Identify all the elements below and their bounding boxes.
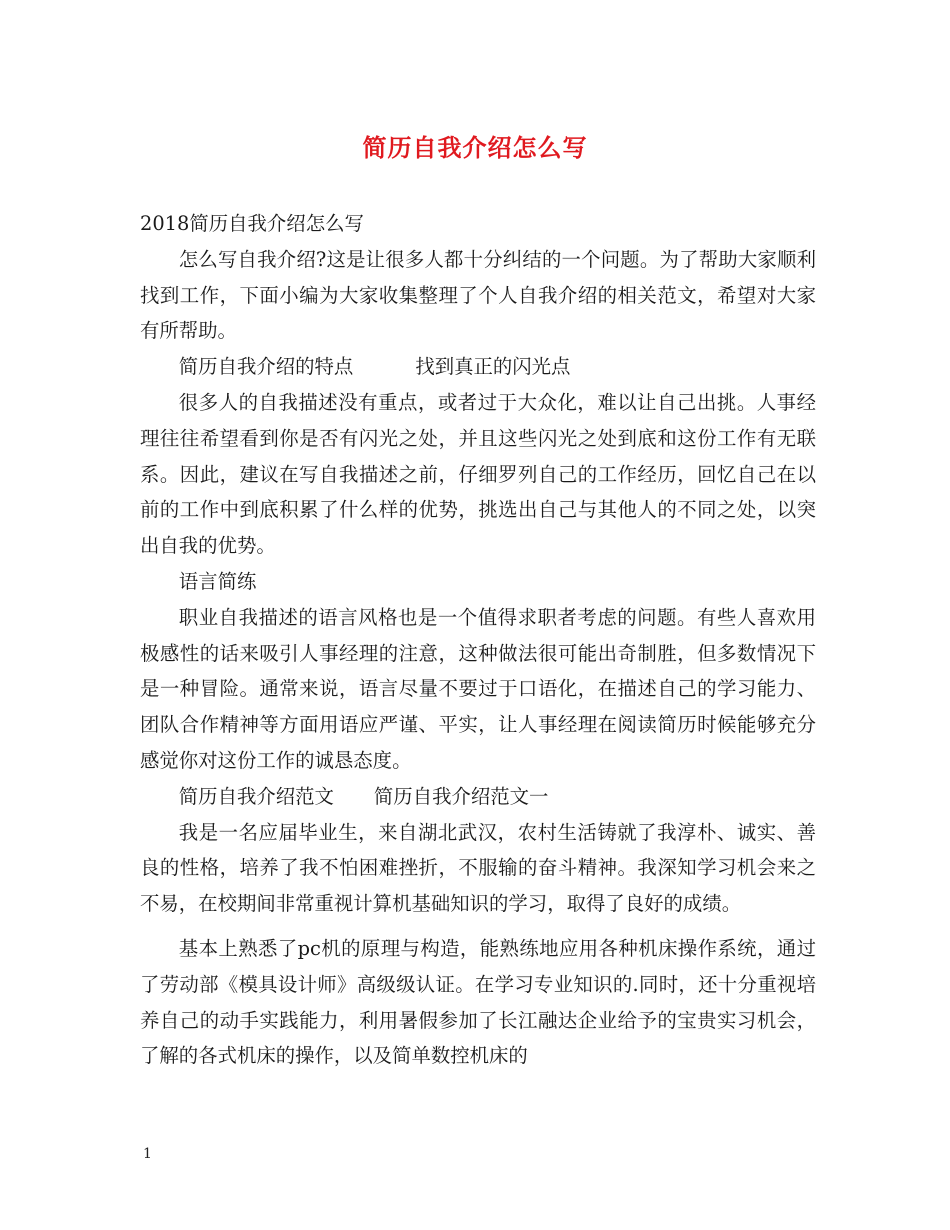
section-heading-examples (140, 779, 816, 815)
section-heading-examples-left: 简历自我介绍范文 (178, 784, 334, 808)
section-heading-features-right: 找到真正的闪光点 (415, 355, 571, 379)
paragraph-example-two: 基本上熟悉了pc机的原理与构造，能熟练地应用各种机床操作系统，通过了劳动部《模具设计师》高级级认证。在学习专业知识的.同时，还十分重视培养自己的动手实践能力，利用暑假参加了长江融达企业给予的宝贵实习机会，了解的各式机床的操作，以及简单数控机床的 (140, 936, 816, 1068)
document-body (140, 206, 816, 1074)
section-heading-examples-right: 简历自我介绍范文一 (373, 784, 549, 808)
document-title: 简历自我介绍怎么写 (362, 134, 588, 162)
section-heading-features-left: 简历自我介绍的特点 (178, 355, 354, 379)
paragraph-highlights: 很多人的自我描述没有重点，或者过于大众化，难以让自己出挑。人事经理往往希望看到你是否有闪光之处，并且这些闪光之处到底和这份工作有无联系。因此，建议在写自我描述之前，仔细罗列自己的工作经历，回忆自己在以前的工作中到底积累了什么样的优势，挑选出自己与其他人的不同之处，以突出自我的优势。 (140, 390, 816, 558)
intro-paragraph: 怎么写自我介绍?这是让很多人都十分纠结的一个问题。为了帮助大家顺利找到工作，下面小编为大家收集整理了个人自我介绍的相关范文，希望对大家有所帮助。 (140, 247, 816, 343)
paragraph-language: 职业自我描述的语言风格也是一个值得求职者考虑的问题。有些人喜欢用极感性的话来吸引人事经理的注意，这种做法很可能出奇制胜，但多数情况下是一种冒险。通常来说，语言尽量不要过于口语化，在描述自己的学习能力、团队合作精神等方面用语应严谨、平实，让人事经理在阅读简历时候能够充分感觉你对这份工作的诚恳态度。 (140, 605, 816, 772)
section-heading-features (140, 349, 816, 385)
page-number: 1 (143, 1146, 152, 1162)
section-heading-language: 语言简练 (178, 569, 257, 593)
subtitle: 2018简历自我介绍怎么写 (140, 212, 364, 235)
paragraph-example-one: 我是一名应届毕业生，来自湖北武汉，农村生活铸就了我淳朴、诚实、善良的性格，培养了我不怕困难挫折，不服输的奋斗精神。我深知学习机会来之不易，在校期间非常重视计算机基础知识的学习，取得了良好的成绩。 (140, 820, 816, 916)
